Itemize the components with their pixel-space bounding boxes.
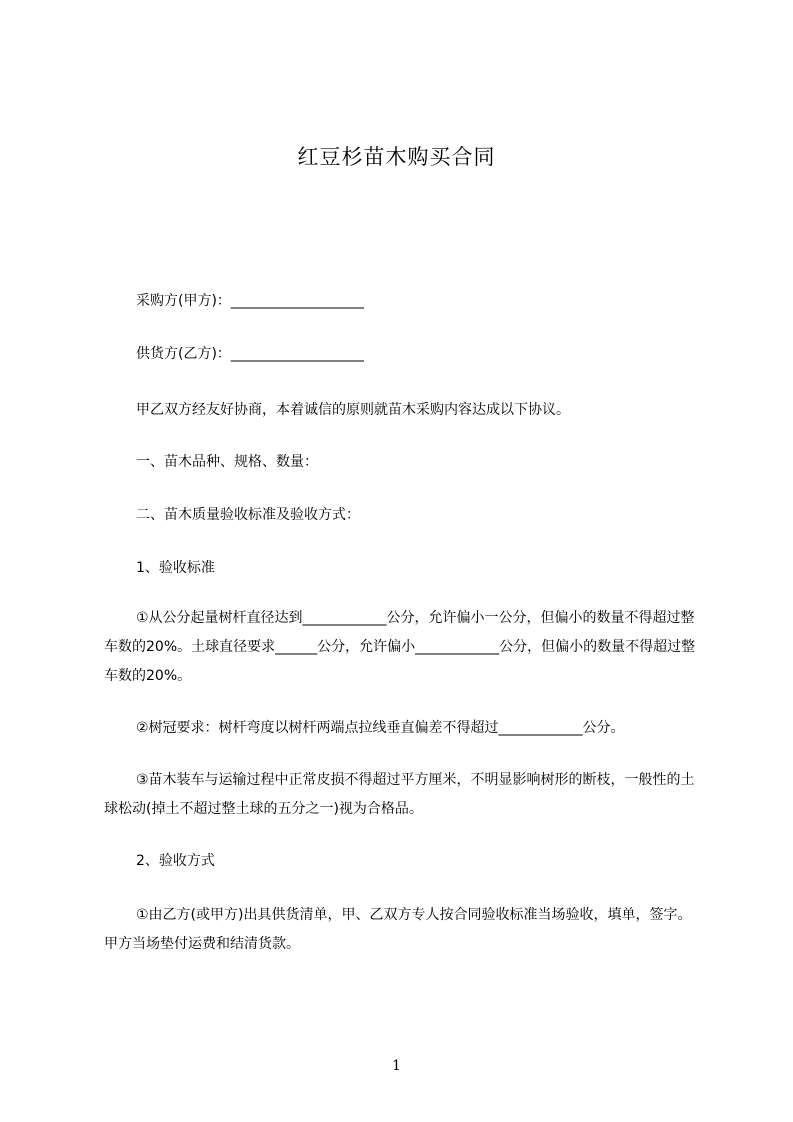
page-number: 1 [392,1058,401,1074]
clause-trunk-diameter: ①从公分起量树杆直径达到____________公分，允许偏小一公分，但偏小的数量不得超过整车数的20%。土球直径要求______公分，允许偏小____________公分，但偏小的数量不得超过整车数的20%。 [104,610,696,684]
section-heading-quality: 二、苗木质量验收标准及验收方式： [136,507,360,523]
subheading-acceptance-method: 2、验收方式 [136,853,215,869]
clause-acceptance-procedure: ①由乙方(或甲方)出具供货清单，甲、乙双方专人按合同验收标准当场验收，填单，签字。甲方当场垫付运费和结清货款。 [104,907,692,952]
seller-line: 供货方(乙方)：___________________ [136,346,364,362]
document-title: 红豆杉苗木购买合同 [297,145,496,169]
clause-crown-requirement: ②树冠要求：树杆弯度以树杆两端点拉线垂直偏差不得超过____________公分。 [136,720,625,736]
intro-paragraph: 甲乙双方经友好协商，本着诚信的原则就苗木采购内容达成以下协议。 [136,402,570,418]
clause-transport-damage: ③苗木装车与运输过程中正常皮损不得超过平方厘米，不明显影响树形的断枝，一般性的土球松动(掉土不超过整土球的五分之一)视为合格品。 [104,772,695,817]
section-heading-varieties: 一、苗木品种、规格、数量： [136,454,318,470]
buyer-line: 采购方(甲方)：___________________ [136,293,364,309]
subheading-acceptance-standard: 1、验收标准 [136,560,215,576]
